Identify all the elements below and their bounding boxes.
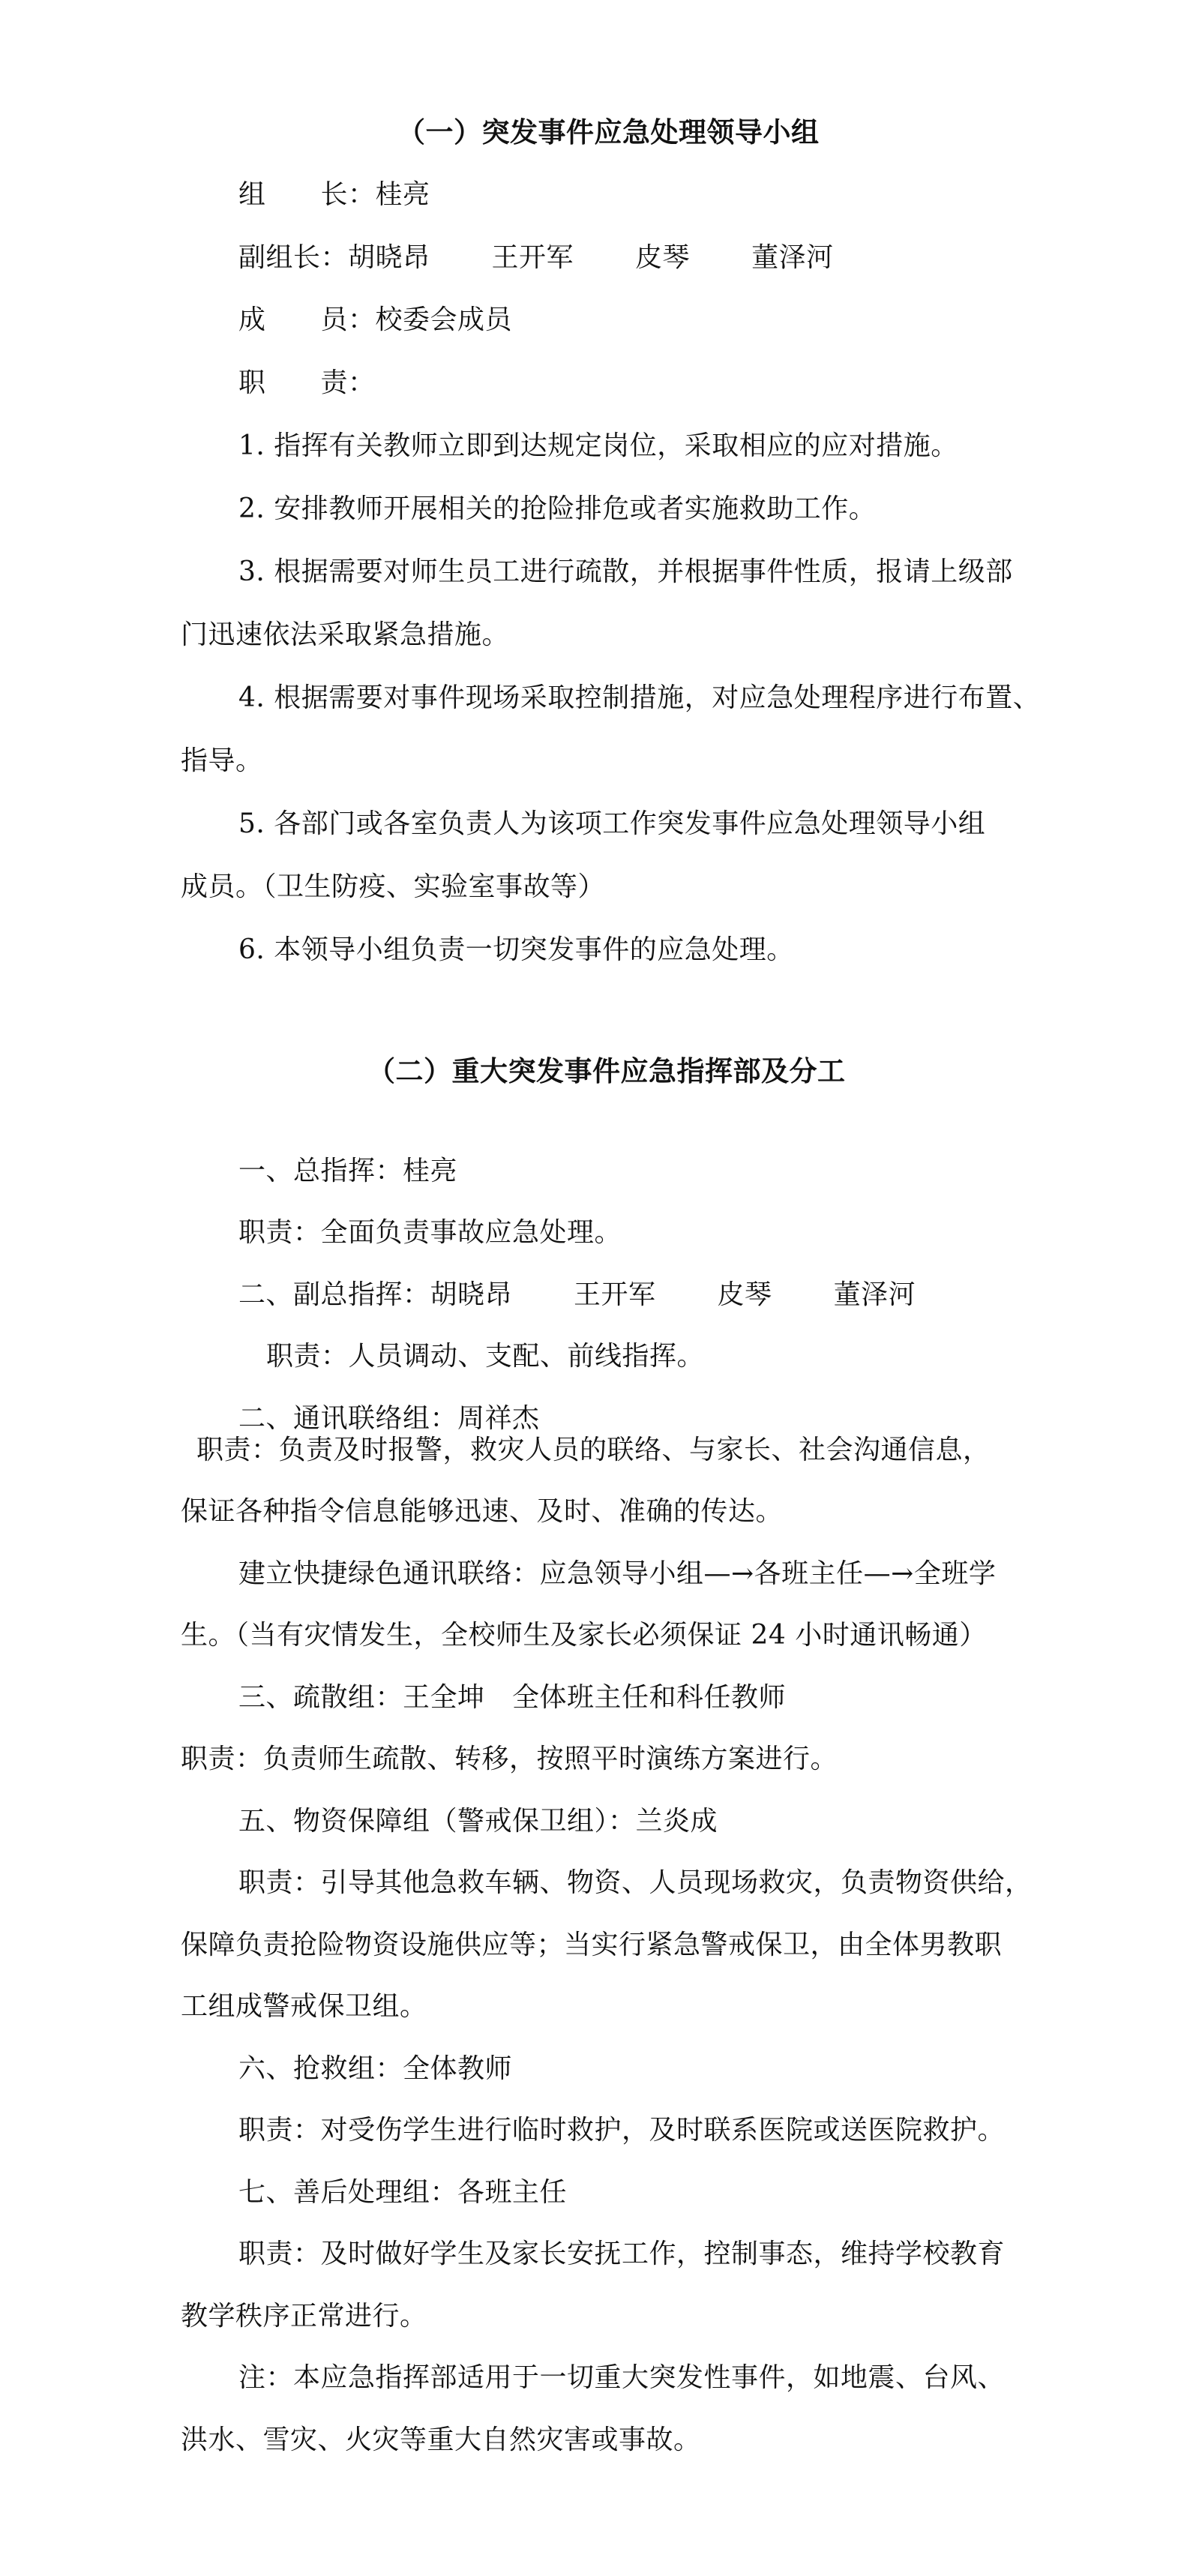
- note: 注：本应急指挥部适用于一切重大突发性事件，如地震、台风、: [238, 2362, 1006, 2393]
- duty-item-continued: 成员。（卫生防疫、实验室事故等）: [181, 871, 606, 902]
- leader-label: 组 长：: [238, 179, 376, 210]
- comm-channel-continued: 生。（当有灾情发生，全校师生及家长必须保证 24 小时通讯畅通）: [181, 1620, 987, 1651]
- deputy-commander-name: 董泽河: [833, 1279, 916, 1310]
- supply-duty-continued: 保障负责抢险物资设施供应等；当实行紧急警戒保卫，由全体男教职: [181, 1930, 1003, 1960]
- deputy-commander-row: [238, 1277, 916, 1313]
- deputy-commander-name: 皮琴: [717, 1279, 772, 1310]
- evac-group: 三、疏散组：王全坤 全体班主任和科任教师: [238, 1682, 787, 1713]
- deputy-name: 胡晓昂: [348, 242, 430, 273]
- deputy-row: [238, 240, 834, 276]
- aftermath-duty-continued: 教学秩序正常进行。: [181, 2301, 427, 2332]
- section1-title: （一）突发事件应急处理领导小组: [397, 115, 820, 148]
- members-value: 校委会成员: [375, 304, 513, 335]
- section2-title: （二）重大突发事件应急指挥部及分工: [367, 1054, 846, 1087]
- comm-duty-continued: 保证各种指令信息能够迅速、及时、准确的传达。: [181, 1496, 784, 1527]
- comm-group: 二、通讯联络组：周祥杰: [238, 1403, 540, 1434]
- supply-duty: 职责：引导其他急救车辆、物资、人员现场救灾，负责物资供给，: [238, 1867, 1033, 1898]
- members-row: [238, 302, 512, 338]
- duty-item: 3. 根据需要对师生员工进行疏散，并根据事件性质，报请上级部: [238, 556, 1013, 587]
- deputy-label: 副组长：: [238, 242, 349, 273]
- deputy-commander-name: 胡晓昂: [430, 1279, 513, 1310]
- evac-duty: 职责：负责师生疏散、转移，按照平时演练方案进行。: [181, 1744, 838, 1774]
- leader-name: 桂亮: [375, 179, 430, 210]
- deputy-name: 王开军: [491, 242, 574, 273]
- members-label: 成 员：: [238, 304, 376, 335]
- leader-row: [238, 177, 430, 213]
- supply-group: 五、物资保障组（警戒保卫组）：兰炎成: [238, 1806, 718, 1837]
- duties-label: 职 责：: [238, 367, 376, 398]
- comm-channel: 建立快捷绿色通讯联络：应急领导小组—→各班主任—→全班学: [238, 1558, 997, 1589]
- duty-item: 6. 本领导小组负责一切突发事件的应急处理。: [238, 934, 794, 965]
- duty-item: 2. 安排教师开展相关的抢险排危或者实施救助工作。: [238, 493, 877, 524]
- aftermath-group: 七、善后处理组：各班主任: [238, 2177, 568, 2208]
- duty-item: 1. 指挥有关教师立即到达规定岗位，采取相应的应对措施。: [238, 430, 958, 461]
- aftermath-duty: 职责：及时做好学生及家长安抚工作，控制事态，维持学校教育: [238, 2239, 1006, 2269]
- commander: 一、总指挥：桂亮: [238, 1156, 458, 1186]
- supply-duty-continued: 工组成警戒保卫组。: [181, 1991, 427, 2022]
- duty-item-continued: 门迅速依法采取紧急措施。: [181, 619, 510, 650]
- rescue-group: 六、抢救组：全体教师: [238, 2053, 513, 2084]
- commander-duty: 职责：全面负责事故应急处理。: [238, 1217, 622, 1248]
- note-continued: 洪水、雪灾、火灾等重大自然灾害或事故。: [181, 2425, 701, 2455]
- rescue-duty: 职责：对受伤学生进行临时救护，及时联系医院或送医院救护。: [238, 2115, 1006, 2146]
- comm-duty: 职责：负责及时报警，救灾人员的联络、与家长、社会沟通信息，: [196, 1435, 991, 1465]
- deputy-name: 皮琴: [635, 242, 691, 273]
- deputy-name: 董泽河: [751, 242, 834, 273]
- deputy-commander-duty: 职责：人员调动、支配、前线指挥。: [266, 1341, 705, 1372]
- duty-item-continued: 指导。: [181, 745, 263, 776]
- duty-item: 4. 根据需要对事件现场采取控制措施，对应急处理程序进行布置、: [238, 682, 1041, 713]
- deputy-commander-name: 王开军: [574, 1279, 656, 1310]
- deputy-commander-label: 二、副总指挥：: [238, 1279, 430, 1310]
- duty-item: 5. 各部门或各室负责人为该项工作突发事件应急处理领导小组: [238, 808, 986, 839]
